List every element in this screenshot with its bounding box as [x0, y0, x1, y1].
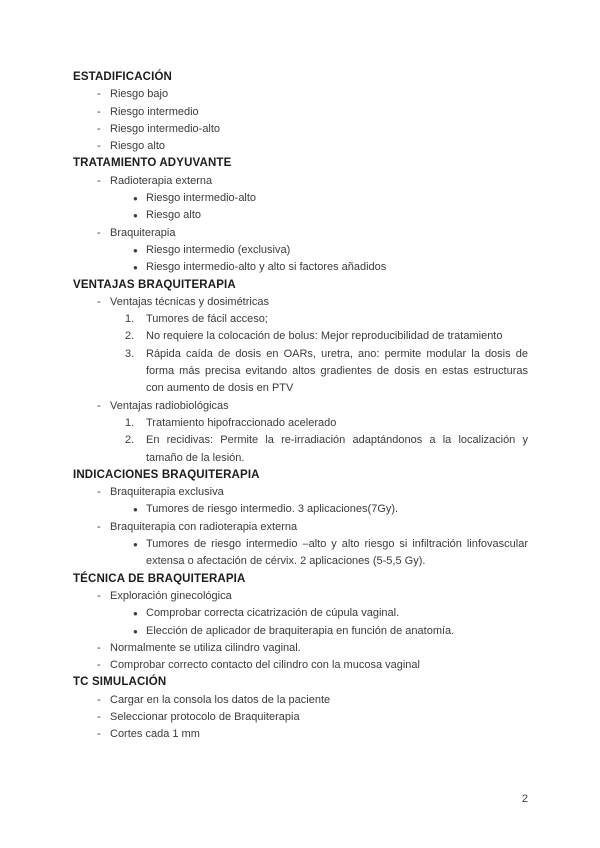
list-item-text: Tumores de fácil acceso; — [146, 313, 268, 326]
dash-bullet: - — [97, 122, 101, 135]
list-item-text: Riesgo alto — [146, 209, 202, 222]
list-item-text: Ventajas radiobiológicas — [110, 399, 229, 412]
list-item-text: Comprobar correcta cicatrización de cúpula vaginal. — [146, 607, 400, 620]
list-item-text: En recidivas: Permite la re-irradiación adaptándonos a la localización y tamaño de la lesión. — [146, 434, 528, 464]
list-item — [73, 640, 528, 657]
section-heading: TÉCNICA DE BRAQUITERAPIA — [73, 572, 246, 585]
list-item — [73, 501, 528, 518]
list-item-text: Tratamiento hipofraccionado acelerado — [146, 416, 337, 429]
list-item-text: Rápida caída de dosis en OARs, uretra, ano: permite modular la dosis de forma más precisa evitando altos gradientes de dosis en estas estructuras con aumento de dosis en PTV — [146, 347, 528, 395]
number-marker: 2. — [125, 330, 135, 343]
list-item-text: Seleccionar protocolo de Braquiterapia — [110, 710, 300, 723]
section-heading: TRATAMIENTO ADYUVANTE — [73, 157, 232, 170]
list-item — [73, 623, 528, 640]
list-item-text: Tumores de riesgo intermedio. 3 aplicaciones(7Gy). — [146, 503, 399, 516]
list-item — [73, 519, 528, 536]
dash-bullet: - — [97, 174, 101, 187]
document-section — [73, 69, 528, 155]
dash-bullet: - — [97, 659, 101, 672]
list-item — [73, 692, 528, 709]
list-item — [73, 259, 528, 276]
number-marker: 2. — [125, 434, 135, 447]
number-marker: 1. — [125, 416, 135, 429]
list-item-text: No requiere la colocación de bolus: Mejor reproducibilidad de tratamiento — [146, 330, 503, 343]
list-item — [73, 328, 528, 345]
dash-bullet: - — [97, 693, 101, 706]
list-item — [73, 605, 528, 622]
document-section — [73, 277, 528, 467]
list-item-text: Braquiterapia — [110, 226, 176, 239]
list-item-text: Riesgo intermedio — [110, 105, 199, 118]
bullet-icon: ● — [133, 194, 138, 204]
list-item-text: Riesgo intermedio-alto — [146, 192, 257, 205]
dash-bullet: - — [97, 226, 101, 239]
number-marker: 1. — [125, 313, 135, 326]
dash-bullet: - — [97, 399, 101, 412]
bullet-icon: ● — [133, 245, 138, 255]
list-item — [73, 207, 528, 224]
dash-bullet: - — [97, 520, 101, 533]
dash-bullet: - — [97, 641, 101, 654]
dash-bullet: - — [97, 105, 101, 118]
list-item — [73, 709, 528, 726]
list-item-text: Riesgo intermedio (exclusiva) — [146, 243, 291, 256]
list-item — [73, 346, 528, 398]
list-item-text: Comprobar correcto contacto del cilindro con la mucosa vaginal — [110, 659, 420, 672]
list-item-text: Riesgo intermedio-alto y alto si factores añadidos — [146, 261, 387, 274]
list-item-text: Riesgo bajo — [110, 88, 169, 101]
bullet-icon: ● — [133, 626, 138, 636]
section-heading: INDICACIONES BRAQUITERAPIA — [73, 468, 260, 481]
list-item-text: Cargar en la consola los datos de la paciente — [110, 693, 331, 706]
list-item-text: Ventajas técnicas y dosimétricas — [110, 295, 269, 308]
list-item — [73, 225, 528, 242]
dash-bullet: - — [97, 140, 101, 153]
document-section — [73, 674, 528, 743]
dash-bullet: - — [97, 710, 101, 723]
section-heading: VENTAJAS BRAQUITERAPIA — [73, 278, 236, 291]
list-item — [73, 242, 528, 259]
list-item — [73, 536, 528, 571]
list-item — [73, 138, 528, 155]
list-item-text: Elección de aplicador de braquiterapia en función de anatomía. — [146, 624, 455, 637]
list-item-text: Riesgo alto — [110, 140, 166, 153]
bullet-icon: ● — [133, 211, 138, 221]
dash-bullet: - — [97, 589, 101, 602]
list-item-text: Tumores de riesgo intermedio –alto y alto riesgo si infiltración linfovascular extensa o afectación de cérvix. 2 aplicaciones (5-5,5 Gy). — [146, 538, 528, 568]
list-item-text: Exploración ginecológica — [110, 589, 232, 602]
dash-bullet: - — [97, 295, 101, 308]
list-item — [73, 657, 528, 674]
document-section — [73, 467, 528, 571]
list-item — [73, 190, 528, 207]
list-item-text: Braquiterapia exclusiva — [110, 486, 224, 499]
list-item — [73, 484, 528, 501]
list-item — [73, 294, 528, 311]
list-item-text: Radioterapia externa — [110, 174, 213, 187]
dash-bullet: - — [97, 728, 101, 741]
list-item-text: Cortes cada 1 mm — [110, 728, 200, 741]
list-item — [73, 726, 528, 743]
number-marker: 3. — [125, 347, 135, 360]
list-item — [73, 432, 528, 467]
bullet-icon: ● — [133, 609, 138, 619]
list-item — [73, 86, 528, 103]
bullet-icon: ● — [133, 263, 138, 273]
list-item — [73, 121, 528, 138]
list-item — [73, 173, 528, 190]
dash-bullet: - — [97, 88, 101, 101]
list-item — [73, 311, 528, 328]
list-item-text: Normalmente se utiliza cilindro vaginal. — [110, 641, 301, 654]
list-item-text: Braquiterapia con radioterapia externa — [110, 520, 298, 533]
section-heading: ESTADIFICACIÓN — [73, 71, 172, 83]
dash-bullet: - — [97, 486, 101, 499]
list-item — [73, 415, 528, 432]
bullet-icon: ● — [133, 540, 138, 550]
document-content — [73, 69, 528, 744]
list-item — [73, 588, 528, 605]
list-item — [73, 104, 528, 121]
document-section — [73, 571, 528, 675]
list-item-text: Riesgo intermedio-alto — [110, 122, 221, 135]
page-number: 2 — [521, 793, 528, 805]
list-item — [73, 398, 528, 415]
bullet-icon: ● — [133, 505, 138, 515]
section-heading: TC SIMULACIÓN — [73, 676, 167, 689]
document-section — [73, 155, 528, 276]
